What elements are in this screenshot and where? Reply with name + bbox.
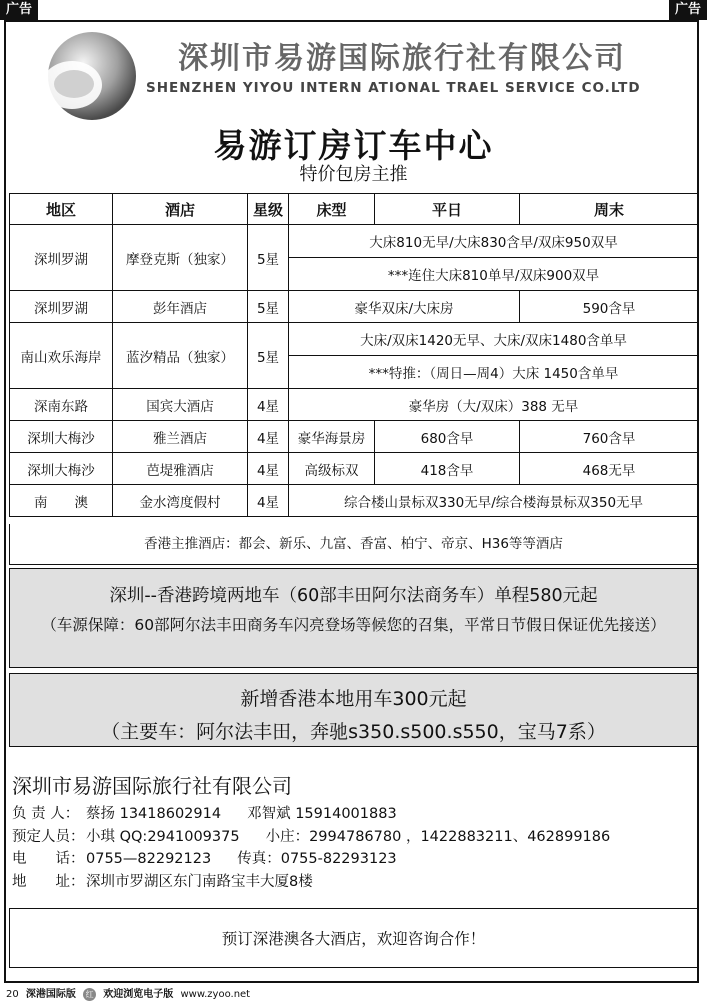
cell-region: 深圳大梅沙 bbox=[10, 453, 113, 485]
cell-region: 南山欢乐海岸 bbox=[10, 323, 113, 389]
cell-hotel: 蓝汐精品（独家） bbox=[113, 323, 248, 389]
cell-price: 大床/双床1420无早、大床/双床1480含单早 bbox=[289, 323, 699, 356]
fax-number: 0755-82293123 bbox=[280, 851, 397, 867]
page-number: 20 bbox=[6, 989, 19, 1000]
manager-label: 负 责 人： bbox=[12, 806, 80, 822]
phone-label: 电 话： bbox=[12, 851, 85, 867]
table-row bbox=[10, 323, 699, 356]
cell-region: 深圳罗湖 bbox=[10, 225, 113, 291]
cell-hotel: 金水湾度假村 bbox=[113, 485, 248, 517]
cell-weekend: 590含早 bbox=[520, 291, 699, 323]
contact-manager-row bbox=[12, 803, 692, 826]
table-row bbox=[10, 291, 699, 323]
cell-weekend: 760含早 bbox=[520, 421, 699, 453]
edition-name: 深港国际版 bbox=[25, 989, 76, 1000]
address: 深圳市罗湖区东门南路宝丰大厦8楼 bbox=[86, 873, 313, 890]
table-row bbox=[10, 225, 699, 258]
company-name-en: SHENZHEN YIYOU INTERN ATIONAL TRAEL SERVICE CO.LTD bbox=[146, 80, 641, 96]
cell-weekend: 468无早 bbox=[520, 453, 699, 485]
cell-price: ***连住大床810单早/双床900双早 bbox=[289, 258, 699, 291]
cell-price: 大床810无早/大床830含早/双床950双早 bbox=[289, 225, 699, 258]
page-subtitle: 特价包房主推 bbox=[299, 164, 408, 185]
page-footer bbox=[6, 985, 250, 1001]
header-region: 地区 bbox=[10, 194, 113, 225]
manager-1: 蔡扬 13418602914 bbox=[86, 806, 222, 822]
cell-weekday: 680含早 bbox=[375, 421, 520, 453]
contact-address-row bbox=[12, 871, 692, 894]
cell-star: 4星 bbox=[248, 485, 289, 517]
cell-hotel: 雅兰酒店 bbox=[113, 421, 248, 453]
cell-star: 4星 bbox=[248, 389, 289, 421]
invite-banner: 预订深港澳各大酒店，欢迎咨询合作！ bbox=[9, 908, 698, 968]
hk-local-car-section bbox=[9, 673, 698, 747]
cell-star: 5星 bbox=[248, 323, 289, 389]
table-row bbox=[10, 453, 699, 485]
cell-price: ***特推：（周日—周4）大床 1450含单早 bbox=[289, 356, 699, 389]
cell-hotel: 摩登克斯（独家） bbox=[113, 225, 248, 291]
cell-hotel: 芭堤雅酒店 bbox=[113, 453, 248, 485]
cross-border-car-title: 深圳--香港跨境两地车（60部丰田阿尔法商务车）单程580元起 bbox=[109, 586, 598, 606]
cell-region: 深圳大梅沙 bbox=[10, 421, 113, 453]
contact-company-name: 深圳市易游国际旅行社有限公司 bbox=[12, 774, 292, 798]
booking-1: 小琪 QQ:2941009375 bbox=[86, 828, 240, 845]
contact-phone-row bbox=[12, 848, 692, 871]
cross-border-car-section bbox=[9, 568, 698, 668]
cell-bed: 豪华海景房 bbox=[289, 421, 375, 453]
cell-hotel: 国宾大酒店 bbox=[113, 389, 248, 421]
table-row bbox=[10, 389, 699, 421]
cell-star: 4星 bbox=[248, 453, 289, 485]
cell-price: 豪华房（大/双床）388 无早 bbox=[289, 389, 699, 421]
cell-hotel: 彭年酒店 bbox=[113, 291, 248, 323]
cell-weekday: 418含早 bbox=[375, 453, 520, 485]
contact-section bbox=[12, 770, 692, 893]
ad-label-right: 广告 bbox=[669, 0, 707, 20]
fax-label: 传真： bbox=[237, 851, 281, 867]
header-hotel: 酒店 bbox=[113, 194, 248, 225]
address-label: 地 址： bbox=[12, 873, 85, 890]
booking-2: 小庄：2994786780 ，1422883211、462899186 bbox=[265, 828, 611, 845]
booking-label: 预定人员： bbox=[12, 828, 85, 845]
header-weekday: 平日 bbox=[375, 194, 520, 225]
edition-badge-icon: 红 bbox=[83, 988, 96, 1001]
cell-region: 南 澳 bbox=[10, 485, 113, 517]
cell-bed: 高级标双 bbox=[289, 453, 375, 485]
manager-2: 邓智斌 15914001883 bbox=[247, 806, 397, 822]
table-header-row bbox=[10, 194, 699, 225]
cell-star: 5星 bbox=[248, 225, 289, 291]
table-row bbox=[10, 485, 699, 517]
welcome-text: 欢迎浏览电子版 bbox=[103, 989, 174, 1000]
cell-price: 综合楼山景标双330无早/综合楼海景标双350无早 bbox=[289, 485, 699, 517]
table-row bbox=[10, 421, 699, 453]
phone-number: 0755—82292123 bbox=[86, 851, 212, 867]
hk-local-car-note: （主要车：阿尔法丰田，奔驰s350.s500.s550，宝马7系） bbox=[101, 721, 606, 743]
header-star: 星级 bbox=[248, 194, 289, 225]
header-bed: 床型 bbox=[289, 194, 375, 225]
cell-region: 深南东路 bbox=[10, 389, 113, 421]
ad-label-left: 广告 bbox=[0, 0, 38, 20]
company-name-cn: 深圳市易游国际旅行社有限公司 bbox=[178, 41, 626, 76]
hk-local-car-title: 新增香港本地用车300元起 bbox=[240, 688, 467, 710]
website-link[interactable]: www.zyoo.net bbox=[180, 989, 251, 1000]
hk-hotels-note: 香港主推酒店：都会、新乐、九富、香富、柏宁、帝京、H36等等酒店 bbox=[9, 524, 698, 565]
page-title: 易游订房订车中心 bbox=[213, 126, 494, 165]
hotel-rate-table bbox=[9, 193, 699, 517]
contact-booking-row bbox=[12, 826, 692, 849]
cell-star: 4星 bbox=[248, 421, 289, 453]
cross-border-car-note: （车源保障：60部阿尔法丰田商务车闪亮登场等候您的召集，平常日节假日保证优先接送） bbox=[41, 616, 666, 634]
cell-star: 5星 bbox=[248, 291, 289, 323]
cell-region: 深圳罗湖 bbox=[10, 291, 113, 323]
cell-weekday: 豪华双床/大床房 bbox=[289, 291, 520, 323]
header-weekend: 周末 bbox=[520, 194, 699, 225]
company-logo-icon bbox=[38, 30, 142, 124]
